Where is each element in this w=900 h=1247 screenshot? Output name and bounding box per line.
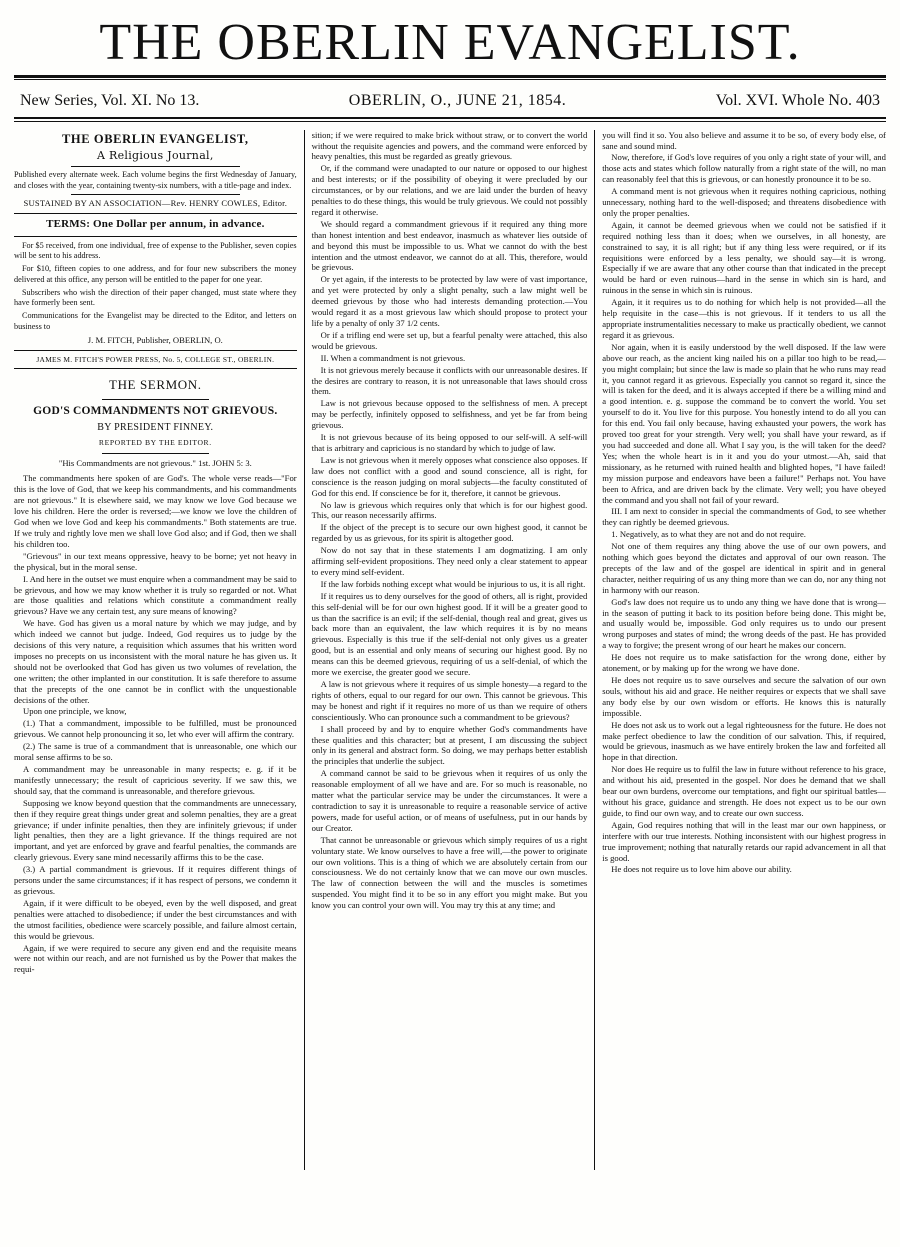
nameplate-rule-5 (14, 350, 297, 351)
nameplate-item: Subscribers who wish the direction of their paper changed, must state where they have formerly been sent. (14, 287, 297, 308)
nameplate-printer-line: JAMES M. FITCH'S POWER PRESS, No. 5, COLLEGE ST., OBERLIN. (36, 354, 275, 364)
body-paragraph: He does not require us to save ourselves and secure the salvation of our own souls, without his aid and grace. He neither requires or expects that we shall save any body else by our own wisdom or efforts. He knows this is naturally impossible. (602, 675, 886, 718)
nameplate-rule-4 (14, 236, 297, 237)
sermon-reporter: REPORTED BY THE EDITOR. (98, 437, 212, 447)
nameplate-item: Communications for the Evangelist may be directed to the Editor, and letters on business to (14, 311, 297, 331)
body-paragraph: Again, it cannot be deemed grievous when we could not be satisfied if it required nothing less than it does; when we ourselves, in all honesty, are constrained to say, it is all right; but if any thing less were required, or if its requisitions were enforced by a less penalty, we should say—it is wrong. Especially if we are aware that any other course than that indicated in the precept would be hard or even ruinous—hard in the sense in which sin is hard, and ruinous in the sense in which sin is ruinous. (602, 219, 886, 296)
body-paragraph: Now, therefore, if God's love requires of you only a right state of your will, and those acts and states which follow naturally from a right state of the will, no man can reasonably feel that this is grievous, or can honestly pronounce it to be so. (602, 152, 886, 185)
body-paragraph: Law is not grievous because opposed to the selfishness of men. A precept may be perfectly, infinitely opposed to selfishness, and yet be far from being grievous. (311, 398, 588, 431)
body-paragraph: Or if a trifling end were set up, but a fearful penalty were attached, this also would be grievous. (311, 329, 588, 351)
nameplate-title: THE OBERLIN EVANGELIST, (61, 131, 249, 146)
body-paragraph: "Grievous" in our text means oppressive, heavy to be borne; yet not heavy in the physical, but in the moral sense. (14, 550, 297, 572)
body-paragraph: We should regard a commandment grievous if it required any thing more than honest intention and best endeavor, inasmuch as whatever lies outside of and beyond this must be impossible to us. What we cannot do with the best intention and the utmost endeavor, we cannot do at all. This, therefore, would be grievous. (311, 218, 588, 273)
issue-volume-left: New Series, Vol. XI. No 13. (20, 91, 200, 109)
body-paragraph: No law is grievous which requires only that which is for our highest good. This, our reason necessarily affirms. (311, 499, 588, 521)
body-paragraph: It is not grievous because of its being opposed to our self-will. A self-will that is arbitrary and capricious is no standard by which to judge of law. (311, 432, 588, 453)
columns-container (14, 130, 886, 1170)
body-paragraph: A law is not grievous where it requires of us simple honesty—a regard to the rights of others, equal to our regard for our own. This cannot be grievous. This may be honest and right if it requires no more of us than we require of others conscientiously. Who can pronounce such a commandment to be grievous? (311, 679, 588, 722)
nameplate-item: For $5 received, from one individual, free of expense to the Publisher, seven copies will be sent to his address. (14, 240, 297, 261)
nameplate-block (14, 132, 297, 237)
nameplate-rule-2 (71, 194, 241, 195)
nameplate-rule-6 (14, 368, 297, 369)
body-paragraph: I shall proceed by and by to enquire whether God's commandments have these qualities and this character; but at present, I am discussing the subject only in its general and abstract form. So doing, we may perhaps better establish the principles that underlie the subject. (311, 723, 588, 767)
body-paragraph: 1. Negatively, as to what they are not and do not require. (611, 529, 806, 540)
body-paragraph: If it requires us to deny ourselves for the good of others, all is right, provided this self-denial will be for our own highest good. If it will be a greater good to us than the sacrifice is an evil; if the self-denial, though real and great, gives us back more than an equivalent, the law which requires it is by no means grievous. Especially is this true if the self-denial not only gives us a greater good, but is an essential and only means of securing our highest good. By no means can this be deemed grievous, requiring of us a self-denial, of which the more we exercise, the greater good we secure. (311, 590, 588, 678)
masthead-rule-thin (14, 79, 886, 80)
body-paragraph: II. When a commandment is not grievous. (320, 352, 466, 363)
body-paragraph: It is not grievous merely because it conflicts with our unreasonable desires. If the desires are contrary to reason, it is not unreasonable that laws should cross them. (311, 364, 588, 397)
body-paragraph: III. I am next to consider in special the commandments of God, to see whether they can rightly be deemed grievous. (602, 506, 886, 528)
body-paragraph: Supposing we know beyond question that the commandments are unnecessary, then if they require great things under great and solemn penalties, they are a great grievance; if under infinite penalties, then they are infinitely grievous; if under light penalties, then they are a light grievance. If the things required are not important, and yet are enforced by grave and fearful penalties, the commands are clearly grievous. Every sane mind necessarily affirms this to be the case. (14, 797, 297, 863)
body-paragraph: (1.) That a commandment, impossible to be fulfilled, must be pronounced grievous. We cannot help pronouncing it so, let who ever will affirm the contrary. (14, 718, 297, 740)
body-paragraph: (3.) A partial commandment is grievous. If it requires different things of persons under the same circumstances; if it has respect of persons, we condemn it as grievous. (14, 864, 297, 896)
body-paragraph: (2.) The same is true of a commandment that is unreasonable, one which our moral sense affirms to be so. (14, 741, 297, 763)
sermon-author: BY PRESIDENT FINNEY. (97, 422, 214, 434)
body-paragraph: sition; if we were required to make brick without straw, or to convert the world without the requisite agencies and powers, and the command were enforced by heavy penalties, this must be regarded as greatly grievous. (311, 129, 588, 162)
sermon-section-header: THE SERMON. (109, 377, 202, 393)
nameplate-publisher-address: J. M. FITCH, Publisher, OBERLIN, O. (87, 334, 223, 345)
body-paragraph: The commandments here spoken of are God's. The whole verse reads—"For this is the love of God, that we keep his commandments, and his commandments are not grievous." It is elsewhere said, we may know we love God because we love his children. Here the order is reversed;—we know we love the children of God when we love God and keep his commandments." Both statements are true. If we truly and rightly love men we shall love God also; and if God, then we shall his children too. (14, 473, 297, 549)
body-paragraph: That cannot be unreasonable or grievous which simply requires of us a right voluntary state. We know ourselves to have a free will,—the power to originate our own volitions. This is a thing of which we are absolutely certain from our consciousness. We do not certainly know that we can move our own muscles. The law of connection between the will and the muscles is sometimes suspended. You might find it to be so in any effort you might make. But you know you can control your own will. You may try this at any time; and (311, 834, 588, 911)
nameplate-terms: TERMS: One Dollar per annum, in advance. (46, 217, 265, 230)
masthead-title: THE OBERLIN EVANGELIST. (99, 14, 801, 71)
body-paragraph: Again, it it requires us to do nothing for which help is not provided—all the help requisite in the case—this is not grievous. If it tenders to us all the appropriate instrumentalities necessary to make us practically obedient, we cannot regard it as grievous. (602, 297, 886, 340)
sermon-scripture-text: "His Commandments are not grievous." 1st. JOHN 5: 3. (58, 457, 252, 468)
body-paragraph: Upon one principle, we know, (23, 706, 127, 717)
masthead-rule-thick (14, 75, 886, 78)
sermon-rule-1 (102, 399, 209, 400)
body-paragraph: Now do not say that in these statements I am dogmatizing. I am only affirming self-evident propositions. They need only a clear statement to appear to every mind self-evident. (311, 545, 588, 577)
body-paragraph: Law is not grievous when it merely opposes what conscience also opposes. If law does not conflict with a good and sound conscience, all is right, for conscience is the reason judging on moral subjects—the faculty constituted of God for this end. If conscience be for it, therefore, it cannot be grievous. (311, 454, 588, 498)
issue-whole-number: Vol. XVI. Whole No. 403 (715, 91, 880, 109)
issue-rule-thin (14, 121, 886, 122)
column-three (595, 130, 886, 1170)
nameplate-item: For $10, fifteen copies to one address, and for four new subscribers the money delivered at this office, any person will be entitled to the paper for one year. (14, 264, 297, 284)
body-paragraph: Again, if it were difficult to be obeyed, even by the well disposed, and great penalties were attached to disobedience; if under the best circumstances and with the utmost facilities, obedience were scarcely possible, and failure almost certain, this would be grievous. (14, 897, 297, 941)
body-paragraph: you will find it so. You also believe and assume it to be so, of every body else, of sane and sound mind. (602, 129, 886, 151)
body-paragraph: Not one of them requires any thing above the use of our own powers, and nothing which goes beyond the dictates and approval of our own reason. The precepts of the law and of the gospel are identical in spirit and in general character, neither requiring of us any thing more than we can do, nor any thing not in harmony with our reason. (602, 541, 886, 595)
body-paragraph: He does not require us to love him above our ability. (611, 864, 792, 875)
column-one (14, 130, 305, 1170)
body-paragraph: If the object of the precept is to secure our own highest good, it cannot be regarded by us as grievous, for its spirit is altogether good. (311, 522, 588, 544)
body-paragraph: A command ment is not grievous when it requires nothing capricious, nothing unnecessary, nothing hard to the well-disposed; and threatens disobedience with only the proper penalties. (602, 186, 886, 218)
nameplate-publication-note: Published every alternate week. Each volume begins the first Wednesday of January, and closes with the year, containing twenty-six numbers, with a title-page and index. (14, 170, 297, 190)
body-paragraph: If the law forbids nothing except what would be injurious to us, it is all right. (320, 578, 586, 589)
body-paragraph: A commandment may be unreasonable in many respects; e. g. if it be manifestly unnecessary; the result of capricious severity. If we saw this, we should say, that the command is unreasonable, and therefore grievous. (14, 764, 297, 796)
body-paragraph: Again, God requires nothing that will in the least mar our own happiness, or interfere with our true interests. Nothing inconsistent with our highest progress in true improvement; nothing that naturally retards our rapid advancement in all that is good. (602, 819, 886, 863)
body-paragraph: God's law does not require us to undo any thing we have done that is wrong—in the season of putting it back to its position before being done. This might be, and usually would be, impossible. God only requires us to undo our present wrong purposes and states of mind; the wrong deeds of the past. He has provided a way to forgive; the present wrong of our heart he makes our concern. (602, 596, 886, 651)
body-paragraph: Or, if the command were unadapted to our nature or opposed to our highest and best interests; or if the possibility of obeying it were precluded by our circumstances, or by our relations, and we are laid under the burden of heavy penalties to do these things, this would be truly grievous. We could not possibly regard it otherwise. (311, 163, 588, 217)
issue-rule-thick (14, 117, 886, 119)
body-paragraph: He does not ask us to work out a legal righteousness for the future. He does not make perfect obedience to law the condition of our salvation. This, if required, would be grievous, inasmuch as we have entirely broken the law and forfeited all hope in that direction. (602, 719, 886, 763)
body-paragraph: Nor does He require us to fulfil the law in future without reference to his grace, and without his aid, presented in the gospel. Nor does he demand that we shall bear our own burdens, overcome our temptations, and fight our spiritual battles—without his grace, guidance and strength. He does not expect us to be our own guide, to find our own way, and to create our own success. (602, 764, 886, 818)
body-paragraph: Nor again, when it is easily understood by the well disposed. If the law were above our reach, as the ancient king nailed his on a pillar too high to be read,—you might complain; but since the law is made so plain that he who runs may read it, you cannot regard it as grievous. Especially you cannot so regard it, since the will is taken for the deed, and it is always accepted if there be a willing mind and a good intention. e. g. suppose the command be to convert the world. You set yourself to do it. You live for this purpose. You honestly intend to do all you can for this end. You fail only because, having exhausted your powers, the work has proved too great for your strength. Very well; you shall have your reward, as if you had succeeded and done all. What I say you, is the will taken for the deed? Yes; when the whole heart is in it and you do your utmost.—Ah, said that missionary, as he returned with ruined health and blighted hopes, "I have failed! my mission purpose and endeavors have been a failure!" Perhaps not. You have been to Africa, and are driven back by the climate. Very well; you have obeyed the command and you shall not fail of your reward. (602, 341, 886, 505)
body-paragraph: Or yet again, if the interests to be protected by law were of vast importance, and yet were protected by only a slight penalty, such a law might well be deemed grievous by those who had interests demanding protection.—You would regard it as a most grievous law which should propose to protect your life by a penalty of only 37 1/2 cents. (311, 274, 588, 328)
sermon-rule-2 (102, 453, 209, 454)
body-paragraph: He does not require us to make satisfaction for the wrong done, either by atonement, or by making up for the wrong we have done. (602, 652, 886, 674)
issue-line (14, 86, 886, 117)
nameplate-rule-1 (71, 166, 241, 167)
body-paragraph: I. And here in the outset we must enquire when a commandment may be said to be grievous, and how we may know whether it is truly so regarded or not. What are those qualities and relations which constitute a commandment really grievous? Have we any certain test, any sure means of knowing? (14, 573, 297, 617)
body-paragraph: A command cannot be said to be grievous when it requires of us only the reasonable employment of all we have and are. For so much is reasonable, no matter what the particular service may be under the circumstances. It were a contradiction to say it is unreasonable to require a reasonable service of active powers, made for useful action, or of means of usefulness, put in our hands by our Creator. (311, 768, 588, 833)
body-paragraph: We have. God has given us a moral nature by which we may judge, and by which indeed we cannot but judge. Indeed, God requires us to judge by the decisions of this very nature, a requisition which assumes that his written word imposes no precepts on us inconsistent with the moral nature he has given us. It should not be overlooked that God has given us two volumes of revelation, the one written; the other implanted in our constitution. It is safe therefore to assume that the precepts of the one cannot be in conflict with the unquestionable decisions of the other. (14, 618, 297, 705)
body-paragraph: Again, if we were required to secure any given end and the requisite means were not within our reach, and are not furnished us by the Power that makes the requi- (14, 942, 297, 975)
nameplate-sustained-note: SUSTAINED BY AN ASSOCIATION—Rev. HENRY COWLES, Editor. (23, 197, 288, 208)
sermon-title: GOD'S COMMANDMENTS NOT GRIEVOUS. (33, 404, 278, 417)
issue-place-date: OBERLIN, O., JUNE 21, 1854. (348, 91, 567, 109)
column-two (305, 130, 596, 1170)
nameplate-rule-3 (14, 213, 297, 214)
nameplate-subtitle: A Religious Journal, (96, 149, 214, 163)
